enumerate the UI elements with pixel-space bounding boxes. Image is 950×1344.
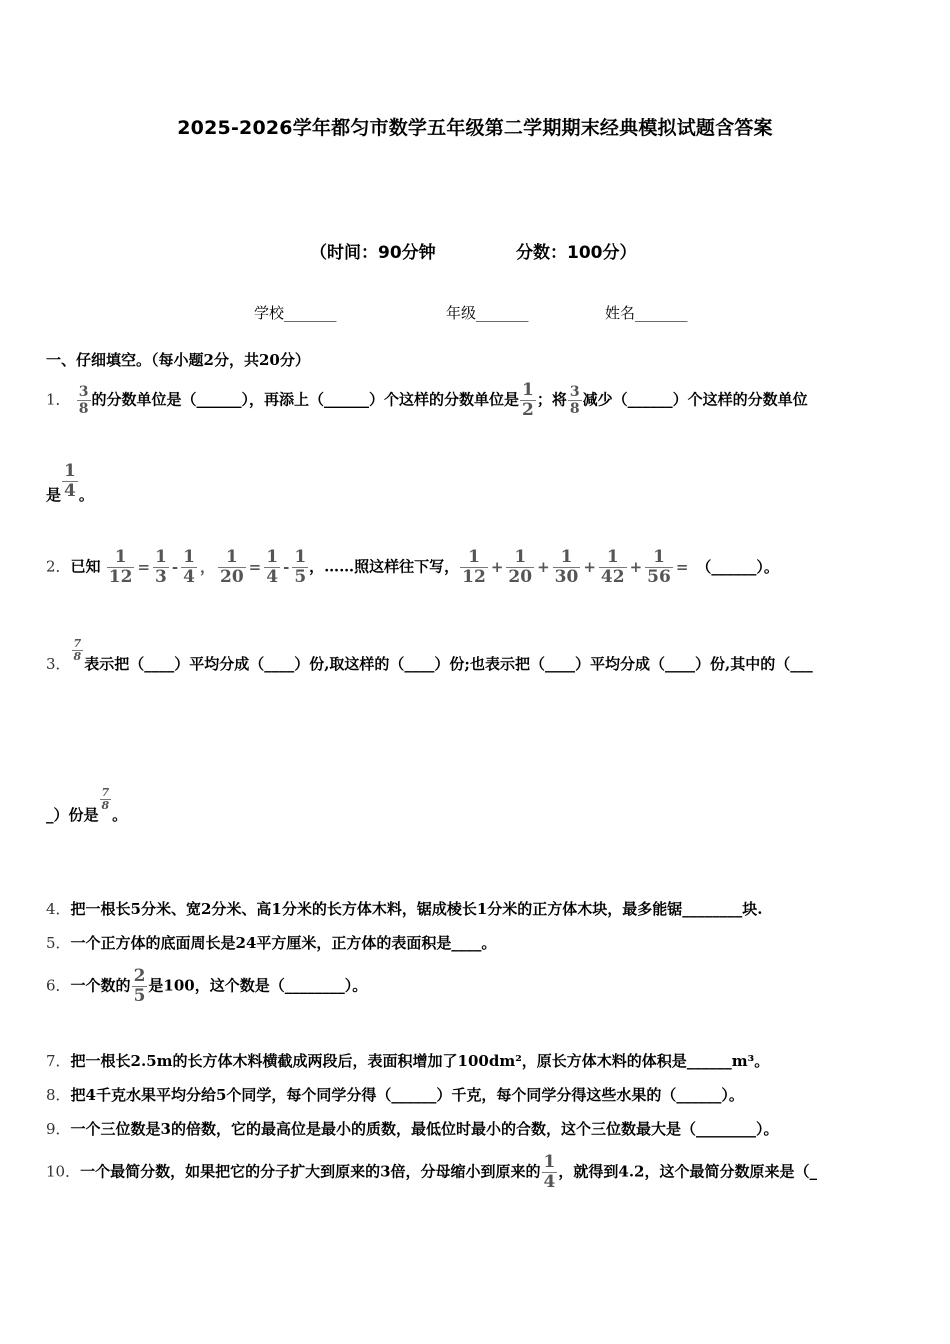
question-5 [46, 933, 496, 953]
question-text: 表示把（____）平均分成（____）份,取这样的（____）份;也表示把（____）平均分成（____）份,其中的（___ [84, 655, 813, 673]
plus-sign: + [629, 557, 643, 576]
question-6 [46, 967, 367, 1006]
fraction-1-4: $\frac{1}{4}$ [64, 461, 76, 501]
plus-sign: + [490, 557, 504, 576]
question-2 [46, 548, 779, 587]
plus-sign: + [537, 557, 550, 576]
question-text: 把4千克水果平均分给5个同学，每个同学分得（______）千克，每个同学分得这些水果的（______）。 [70, 1086, 744, 1104]
question-8 [46, 1085, 744, 1105]
fraction-1-5: $\frac{1}{5}$ [294, 547, 307, 587]
question-number: 10． [46, 1162, 81, 1181]
fraction-3-8: $\frac{3}{8}$ [569, 384, 580, 417]
fraction-1-12: $\frac{1}{12}$ [462, 547, 486, 587]
fraction-1-56: $\frac{1}{56}$ [647, 547, 671, 587]
fraction-1-4: $\frac{1}{4}$ [543, 1152, 556, 1192]
question-number: 1． [46, 390, 71, 409]
question-text: 减少（______）个这样的分数单位 [582, 390, 808, 409]
question-number: 8． [46, 1086, 71, 1104]
question-text: 一个正方体的底面周长是24平方厘米，正方体的表面积是____。 [70, 934, 497, 952]
fraction-1-12: $\frac{1}{12}$ [108, 547, 133, 587]
question-text: _）份是 [46, 806, 99, 824]
page-title: 2025-2026学年都匀市数学五年级第二学期期末经典模拟试题含答案 [177, 117, 773, 139]
fraction-1-20: $\frac{1}{20}$ [219, 547, 244, 587]
plus-sign: + [583, 557, 596, 576]
question-text: ；将 [536, 390, 567, 409]
fraction-7-8: $\frac{7}{8}$ [73, 637, 82, 663]
minus-sign: - [283, 557, 290, 576]
fraction-1-4: $\frac{1}{4}$ [183, 547, 195, 587]
school-field[interactable]: 学校_______ [254, 304, 337, 322]
equals-sign: = [248, 557, 262, 576]
question-10 [46, 1153, 817, 1192]
question-number: 6． [46, 976, 71, 995]
section-heading: 一、仔细填空。（每小题2分，共20分） [46, 351, 310, 369]
fraction-3-8: $\frac{3}{8}$ [78, 384, 89, 417]
question-7 [46, 1051, 769, 1071]
question-number: 4． [46, 900, 71, 918]
question-text: 。 [78, 485, 94, 504]
name-field[interactable]: 姓名_______ [605, 304, 688, 322]
question-text: ，……照这样往下写， [309, 557, 460, 576]
question-number: 5． [46, 934, 71, 952]
question-text: 是 [46, 485, 62, 504]
minus-sign: - [171, 557, 179, 576]
question-1-continued [46, 461, 94, 504]
comma: ， [199, 557, 215, 576]
fraction-1-20: $\frac{1}{20}$ [508, 547, 533, 587]
fraction-1-2: $\frac{1}{2}$ [522, 380, 534, 420]
question-number: 7． [46, 1052, 71, 1070]
fraction-1-3: $\frac{1}{3}$ [155, 547, 167, 587]
question-text: ，就得到4.2，这个最简分数原来是（_ [558, 1162, 817, 1181]
question-3-continued [46, 786, 128, 824]
question-text: （______）。 [696, 557, 779, 576]
question-number: 2． [46, 557, 71, 576]
question-1 [46, 381, 808, 420]
question-text: 是100，这个数是（________）。 [148, 976, 368, 995]
question-number: 3． [46, 655, 71, 673]
question-9 [46, 1119, 779, 1139]
question-text: 的分数单位是（______），再添上（______）个这样的分数单位是 [91, 390, 520, 409]
question-number: 9． [46, 1120, 71, 1138]
question-4 [46, 899, 763, 919]
question-text: 把一根长5分米、宽2分米、高1分米的长方体木料，锯成棱长1分米的正方体木块，最多能锯________块. [70, 900, 763, 918]
equals-sign: = [675, 557, 689, 576]
grade-field[interactable]: 年级_______ [446, 304, 529, 322]
equals-sign: = [137, 557, 151, 576]
fraction-2-5: $\frac{2}{5}$ [133, 966, 146, 1006]
question-3 [46, 637, 813, 673]
question-text: 已知 [70, 557, 101, 576]
question-text: 一个最简分数，如果把它的分子扩大到原来的3倍，分母缩小到原来的 [80, 1162, 541, 1181]
question-text: 把一根长2.5m的长方体木料横截成两段后，表面积增加了100dm²，原长方体木料的体积是______m³。 [70, 1052, 770, 1070]
exam-score: 分数：100分） [516, 243, 637, 263]
fraction-1-4: $\frac{1}{4}$ [266, 547, 279, 587]
question-text: 一个数的 [70, 976, 131, 995]
fraction-7-8: $\frac{7}{8}$ [101, 786, 110, 812]
question-text: 一个三位数是3的倍数，它的最高位是最小的质数，最低位时最小的合数，这个三位数最大是（________）。 [70, 1120, 779, 1138]
fraction-1-30: $\frac{1}{30}$ [554, 547, 579, 587]
question-text: 。 [112, 806, 128, 824]
exam-time: （时间：90分钟 [310, 243, 436, 263]
fraction-1-42: $\frac{1}{42}$ [600, 547, 625, 587]
